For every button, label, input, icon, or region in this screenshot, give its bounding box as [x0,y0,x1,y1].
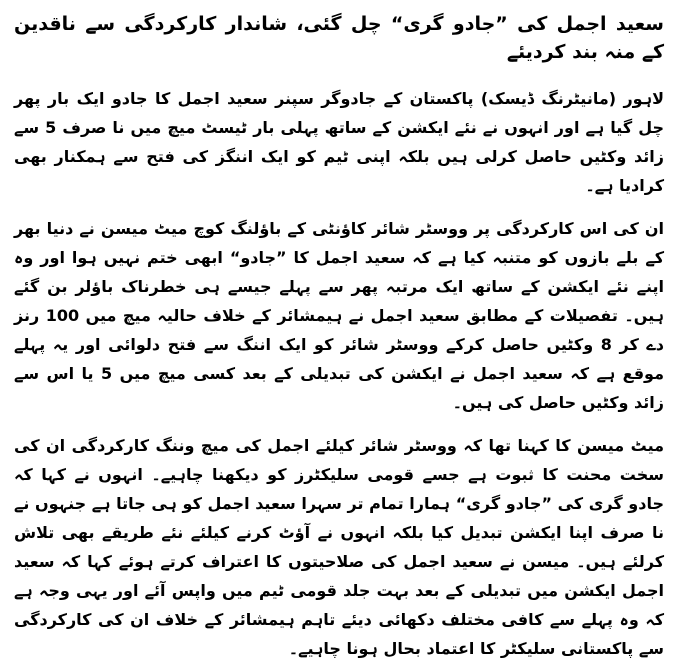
article-headline: سعید اجمل کی ”جادو گری“ چل گئی، شاندار کارکردگی سے ناقدین کے منہ بند کردیئے [14,13,664,63]
article-paragraph-2: ان کی اس کارکردگی پر ووسٹر شائر کاؤنٹی کے باؤلنگ کوچ میٹ میسن نے دنیا بھر کے بلے بازوں کو متنبہ کیا ہے کہ سعید اجمل کا ”جادو“ ابھی ختم نہیں ہوا اور وہ اپنے نئے ایکشن کے ساتھ ایک مرتبہ پھر سے پہلے جیسے ہی خطرناک باؤلر بن گئے ہیں۔ تفصیلات کے مطابق سعید اجمل نے ہیمشائر کے خلاف حالیہ میچ میں 100 رنز دے کر 8 وکٹیں حاصل کرکے ووسٹر شائر کو ایک اننگ سے فتح دلوائی اور یہ پہلے موقع ہے کہ سعید اجمل نے ایکشن کی تبدیلی کے بعد کسی میچ میں 5 یا اس سے زائد وکٹیں حاصل کی ہیں۔ [14,219,665,412]
article-paragraph-1: لاہور (مانیٹرنگ ڈیسک) پاکستان کے جادوگر سپنر سعید اجمل کا جادو ایک بار پھر چل گیا ہے اور انہوں نے نئے ایکشن کے ساتھ پہلی بار ٹیسٹ میچ میں نا صرف 5 سے زائد وکٹیں حاصل کرلی ہیں بلکہ اپنی ٹیم کو ایک اننگز کی فتح سے ہمکنار بھی کرادیا ہے۔ [14,89,665,195]
article-paragraph-3: میٹ میسن کا کہنا تھا کہ ووسٹر شائر کیلئے اجمل کی میچ وننگ کارکردگی ان کی سخت محنت کا ثبوت ہے جسے قومی سلیکٹرز کو دیکھنا چاہیے۔ انہوں نے کہا کہ جادو گری کی ”جادو گری“ ہمارا تمام تر سہرا سعید اجمل کو ہی جاتا ہے جنہوں نے نا صرف اپنا ایکشن تبدیل کیا بلکہ انہوں نے آؤٹ کرنے کیلئے نئے طریقے بھی تلاش کرلئے ہیں۔ میسن نے سعید اجمل کی صلاحیتوں کا اعتراف کرتے ہوئے کہا کہ سعید اجمل ایکشن میں تبدیلی کے بعد بہت جلد قومی ٹیم میں واپس آئے اور یہی وجہ ہے کہ وہ پہلے سے کافی مختلف دکھائی دیئے تاہم ہیمشائر کے خلاف ان کی کارکردگی سے پاکستانی سلیکٹر کا اعتماد بحال ہونا چاہیے۔ [14,436,664,658]
